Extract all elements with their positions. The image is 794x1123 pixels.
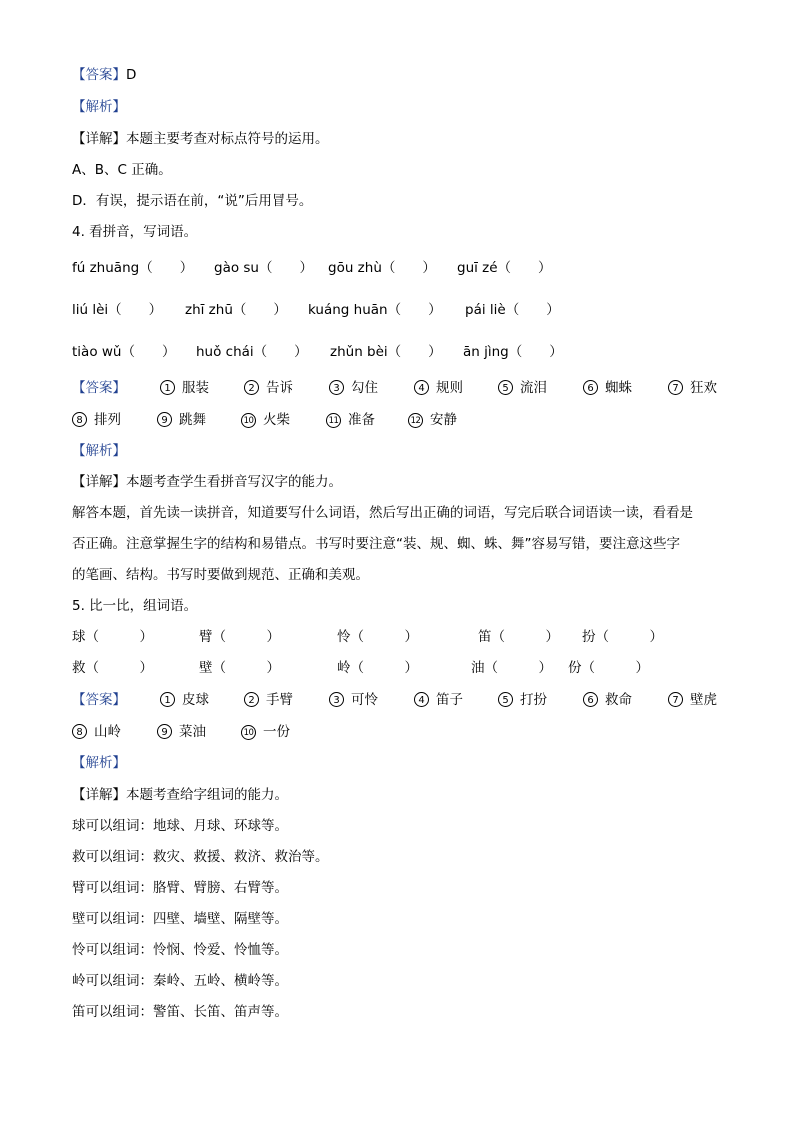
q4-detail-line	[72, 472, 342, 492]
q5-char-cell: 扮（ ）	[582, 629, 663, 645]
q5-answer-item	[668, 690, 717, 710]
q4-pinyin-cell: gōu zhù（ ）	[328, 260, 436, 276]
q5-char-cell: 岭（ ）	[337, 660, 418, 676]
answer-word: 流泪	[520, 380, 547, 396]
q4-answer-item	[408, 410, 457, 430]
q4-answer-item	[160, 378, 209, 398]
circled-number: 3	[329, 692, 344, 707]
answer-word: 跳舞	[179, 412, 206, 428]
q4-pinyin-cell: zhǔn bèi（ ）	[330, 344, 442, 360]
q5-answer-item	[244, 690, 293, 710]
q5-detail-line	[72, 785, 288, 805]
answer-word: 可怜	[351, 692, 378, 708]
answer-word: 蜘蛛	[605, 380, 632, 396]
answer-word: 勾住	[351, 380, 378, 396]
q4-pinyin-cell: kuáng huān（ ）	[308, 302, 442, 318]
circled-number: 2	[244, 692, 259, 707]
circled-number: 6	[583, 380, 598, 395]
q5-answer-item	[241, 722, 290, 742]
q5-answer-item	[583, 690, 632, 710]
q3-line1: A、B、C 正确。	[72, 162, 172, 178]
q5-item-line: 笛可以组词：警笛、长笛、笛声等。	[72, 1004, 288, 1020]
circled-number: 9	[157, 724, 172, 739]
q4-answer-item	[326, 410, 375, 430]
circled-number: 5	[498, 380, 513, 395]
q4-answer-item	[498, 378, 547, 398]
q3-detail-line	[72, 129, 329, 149]
q4-answer-item	[583, 378, 632, 398]
q4-answer-item	[244, 378, 293, 398]
circled-number: 4	[414, 692, 429, 707]
q4-para-line: 否正确。注意掌握生字的结构和易错点。书写时要注意“装、规、蜘、蛛、舞”容易写错，要注意这些字	[72, 536, 680, 552]
q5-item-line: 怜可以组词：怜悯、怜爱、怜恤等。	[72, 942, 288, 958]
q3-answer-value: D	[126, 67, 137, 83]
q3-detail-text: 本题主要考查对标点符号的运用。	[126, 131, 329, 147]
answer-word: 准备	[348, 412, 375, 428]
answer-word: 狂欢	[690, 380, 717, 396]
q5-item-line: 壁可以组词：四壁、墙壁、隔壁等。	[72, 911, 288, 927]
q4-para-line: 的笔画、结构。书写时要做到规范、正确和美观。	[72, 567, 369, 583]
q4-answer-item	[72, 410, 121, 430]
answer-word: 皮球	[182, 692, 209, 708]
q5-title: 5. 比一比，组词语。	[72, 598, 198, 614]
q4-analysis-label: 【解析】	[72, 443, 126, 459]
q4-pinyin-cell: huǒ chái（ ）	[196, 344, 308, 360]
q5-answer-item	[157, 722, 206, 742]
q4-pinyin-cell: tiào wǔ（ ）	[72, 344, 176, 360]
detail-label: 【详解】	[72, 474, 126, 490]
q4-answer-item	[414, 378, 463, 398]
q4-pinyin-cell: liú lèi（ ）	[72, 302, 163, 318]
answer-word: 规则	[436, 380, 463, 396]
q5-char-cell: 怜（ ）	[337, 629, 418, 645]
answer-word: 火柴	[263, 412, 290, 428]
detail-label: 【详解】	[72, 787, 126, 803]
answer-word: 救命	[605, 692, 632, 708]
answer-word: 排列	[94, 412, 121, 428]
q3-analysis-label: 【解析】	[72, 99, 126, 115]
q5-char-cell: 油（ ）	[471, 660, 552, 676]
q5-answer-item	[414, 690, 463, 710]
q5-char-cell: 壁（ ）	[199, 660, 280, 676]
q3-line2: D．有误，提示语在前，“说”后用冒号。	[72, 193, 313, 209]
q5-item-line: 救可以组词：救灾、救援、救济、救治等。	[72, 849, 329, 865]
circled-number: 5	[498, 692, 513, 707]
circled-number: 7	[668, 380, 683, 395]
circled-number: 8	[72, 412, 87, 427]
q4-title: 4. 看拼音，写词语。	[72, 224, 198, 240]
detail-label: 【详解】	[72, 131, 126, 147]
circled-number: 12	[408, 413, 423, 428]
circled-number: 6	[583, 692, 598, 707]
q5-detail-text: 本题考查给字组词的能力。	[126, 787, 288, 803]
q5-char-cell: 臂（ ）	[199, 629, 280, 645]
circled-number: 1	[160, 692, 175, 707]
answer-word: 壁虎	[690, 692, 717, 708]
q4-answer-item	[329, 378, 378, 398]
circled-number: 4	[414, 380, 429, 395]
q5-answer-label: 【答案】	[72, 692, 126, 708]
q5-item-line: 球可以组词：地球、月球、环球等。	[72, 818, 288, 834]
q4-pinyin-cell: gào su（ ）	[214, 260, 313, 276]
answer-word: 告诉	[266, 380, 293, 396]
circled-number: 8	[72, 724, 87, 739]
q4-answer-item	[668, 378, 717, 398]
q4-para-line: 解答本题，首先读一读拼音，知道要写什么词语，然后写出正确的词语，写完后联合词语读一读，看看是	[72, 505, 693, 521]
answer-word: 菜油	[179, 724, 206, 740]
circled-number: 3	[329, 380, 344, 395]
circled-number: 1	[160, 380, 175, 395]
answer-word: 打扮	[520, 692, 547, 708]
q5-char-cell: 份（ ）	[568, 660, 649, 676]
q4-pinyin-cell: fú zhuāng（ ）	[72, 260, 194, 276]
answer-word: 安静	[430, 412, 457, 428]
q5-item-line: 岭可以组词：秦岭、五岭、横岭等。	[72, 973, 288, 989]
q5-analysis-label: 【解析】	[72, 755, 126, 771]
circled-number: 9	[157, 412, 172, 427]
answer-word: 服装	[182, 380, 209, 396]
q3-answer-line	[72, 65, 136, 85]
answer-word: 一份	[263, 724, 290, 740]
q5-item-line: 臂可以组词：胳臂、臂膀、右臂等。	[72, 880, 288, 896]
q4-pinyin-cell: ān jìng（ ）	[463, 344, 563, 360]
q4-pinyin-cell: guī zé（ ）	[457, 260, 552, 276]
answer-word: 笛子	[436, 692, 463, 708]
q4-pinyin-cell: pái liè（ ）	[465, 302, 560, 318]
answer-word: 山岭	[94, 724, 121, 740]
q4-answer-item	[157, 410, 206, 430]
q4-answer-label: 【答案】	[72, 380, 126, 396]
answer-label: 【答案】	[72, 67, 126, 83]
circled-number: 10	[241, 725, 256, 740]
circled-number: 11	[326, 413, 341, 428]
q5-answer-item	[498, 690, 547, 710]
q4-pinyin-cell: zhī zhū（ ）	[185, 302, 287, 318]
q4-answer-item	[241, 410, 290, 430]
q4-detail-text: 本题考查学生看拼音写汉字的能力。	[126, 474, 342, 490]
circled-number: 7	[668, 692, 683, 707]
q5-answer-item	[72, 722, 121, 742]
circled-number: 2	[244, 380, 259, 395]
answer-word: 手臂	[266, 692, 293, 708]
circled-number: 10	[241, 413, 256, 428]
q5-char-cell: 球（ ）	[72, 629, 153, 645]
q5-answer-item	[160, 690, 209, 710]
q5-answer-item	[329, 690, 378, 710]
q5-char-cell: 笛（ ）	[478, 629, 559, 645]
q5-char-cell: 救（ ）	[72, 660, 153, 676]
